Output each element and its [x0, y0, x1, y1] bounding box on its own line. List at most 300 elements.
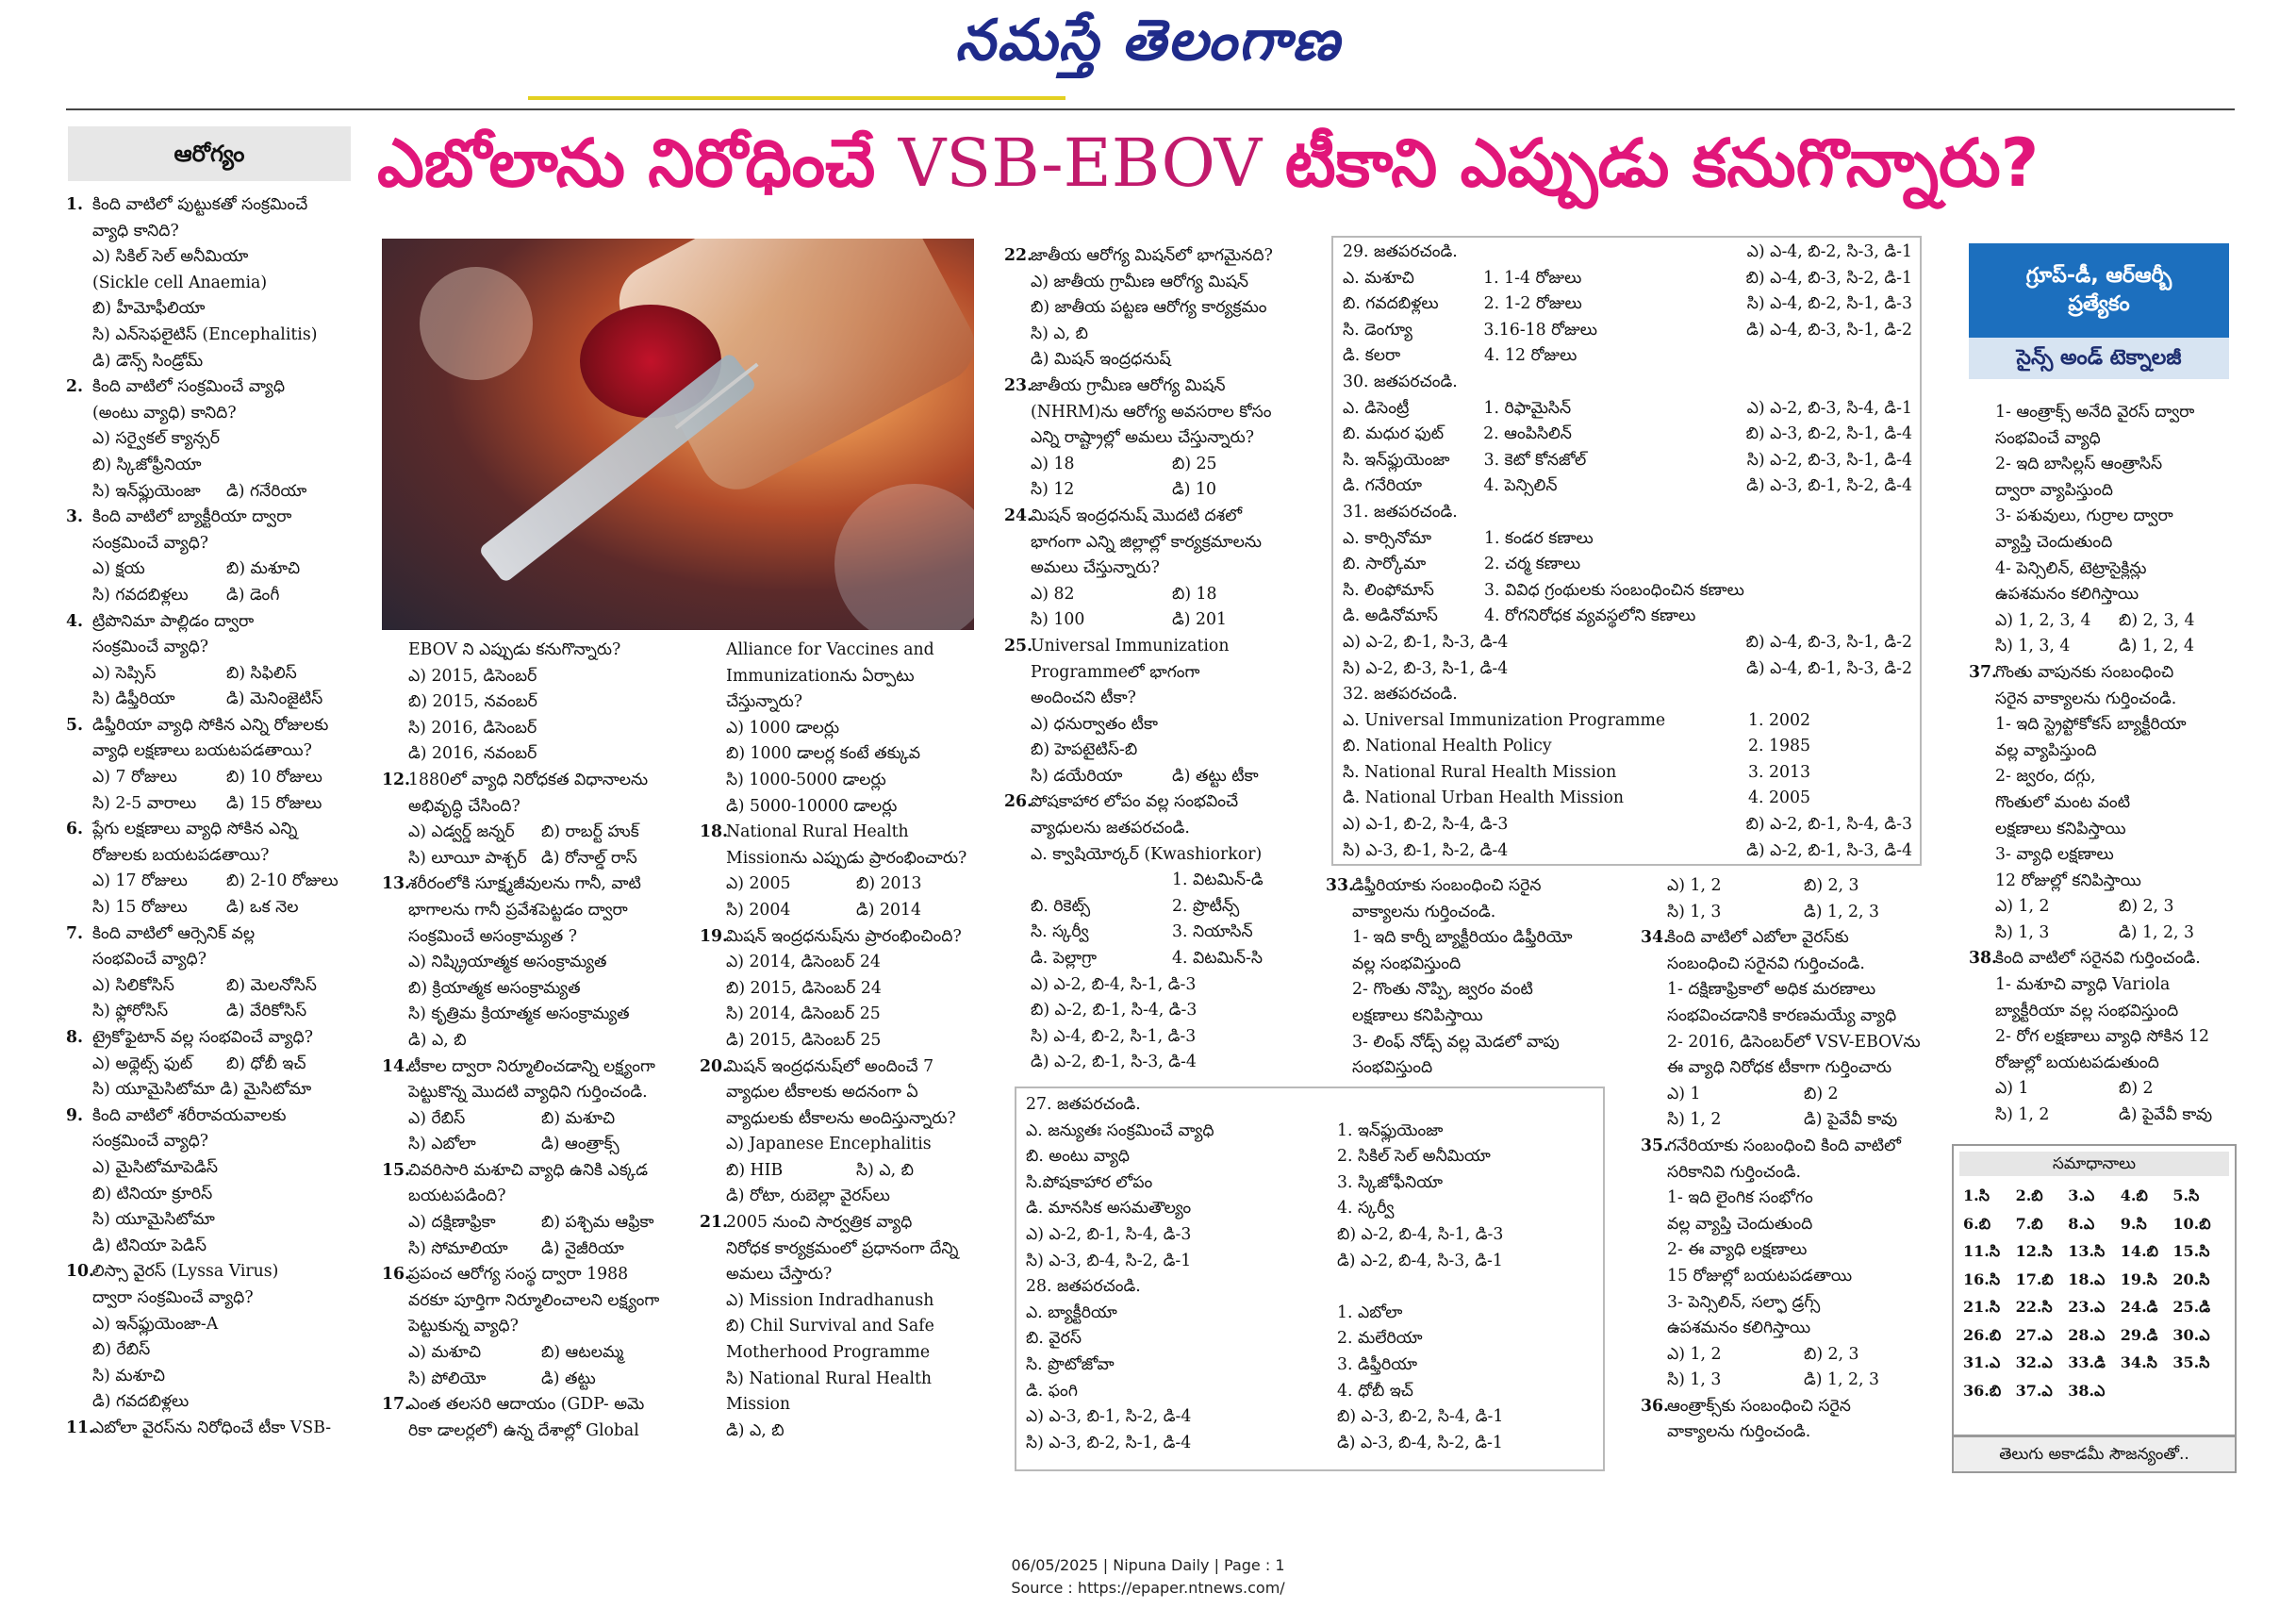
option-a: బి) HIB	[726, 1160, 784, 1180]
match-mid	[1484, 240, 1747, 266]
option-line: డి) ఎ, బి	[408, 1030, 467, 1050]
q27-28-content	[1026, 1092, 1595, 1456]
match-row	[1343, 708, 1912, 735]
option-pair	[382, 1236, 674, 1263]
option-pair	[66, 1052, 360, 1078]
option-pair	[1969, 1076, 2242, 1103]
option-b: 2. ప్రొటీన్స్	[1172, 896, 1240, 916]
match-left: ఎ) ఎ-1, బి-2, సి-4, డి-3	[1343, 815, 1509, 835]
option-line: డి) 5000-10000 డాలర్లు	[726, 796, 898, 816]
option-a: ఎ) 1	[1995, 1079, 2029, 1099]
question-number: 33.	[1326, 876, 1355, 895]
option-line: సి) 1000-5000 డాలర్లు	[726, 770, 886, 789]
option-pair	[382, 820, 674, 846]
answers-title: సమాధానాలు	[1959, 1152, 2229, 1176]
answer-item: 37.ఎ	[2015, 1381, 2053, 1400]
option-b: బి) 10 రోజులు	[226, 768, 322, 788]
question-line	[1004, 373, 1313, 400]
option-b: డి) 1, 2, 3	[2119, 922, 2194, 942]
option-line: ఉపశమనం కలిగిస్తాయి	[1667, 1319, 1811, 1338]
option-line: లక్షణాలు కనిపిస్తాయి	[1352, 1005, 1483, 1025]
option-line: సంబంధించి సరైనవి గుర్తించండి.	[1667, 954, 1865, 973]
option-line: డి) మిషన్ ఇంద్రధనుష్	[1031, 350, 1171, 370]
option-pair	[1004, 607, 1313, 634]
option-a: సి) లూయీ పాశ్చర్	[408, 848, 527, 868]
option-b: డి) ఆంత్రాక్స్	[541, 1135, 619, 1154]
option-a: సి) ఇన్‌ఫ్లుయెంజా	[92, 481, 201, 501]
match-row	[1343, 370, 1912, 396]
option-line: అమలు చేస్తారు?	[726, 1265, 833, 1285]
option-a: సి) 2004	[726, 900, 791, 920]
option-line: వాక్యాలను గుర్తించండి.	[1352, 902, 1496, 921]
option-line: సంభవిస్తుంది	[1352, 1058, 1433, 1078]
match-option: డి) ఎ-2, బి-1, సి-3, డి-4	[1746, 840, 1912, 860]
option-line: 3- పశువులు, గుర్రాల ద్వారా	[1995, 506, 2173, 526]
match-left: డి. ఫంగి	[1026, 1381, 1078, 1401]
match-row	[1026, 1196, 1595, 1222]
answer-item: 23.ఎ	[2068, 1298, 2106, 1316]
question-line	[66, 1103, 360, 1130]
option-a: ఎ) 7 రోజులు	[92, 768, 177, 788]
question-text: గొంతు వాపునకు సంబంధించి	[1995, 662, 2174, 682]
question-line	[382, 1054, 674, 1081]
option-line: 1- మశూచి వ్యాధి Variola	[1995, 975, 2171, 995]
option-pair	[1969, 1103, 2242, 1129]
option-b: డి) గనేరియా	[226, 481, 307, 501]
question-text: చివరిసారి మశూచి వ్యాధి ఉనికి ఎక్కడ	[408, 1160, 648, 1180]
option-line: ఎ) సర్వైకల్ క్యాన్సర్	[92, 429, 221, 449]
match-left: బి. మధుర ఫుట్	[1343, 424, 1445, 444]
match-mid: 3. వివిధ గ్రంథులకు సంబంధించిన కణాలు	[1484, 580, 1744, 600]
top-rule	[66, 108, 2235, 110]
option-line: సి) ఎన్‌సెఫలైటిస్ (Encephalitis)	[92, 324, 318, 344]
option-line: ఎ) ఎ-2, బి-4, సి-1, డి-3	[1031, 974, 1197, 994]
question-text: ట్రిపొనిమా పాల్లిడం ద్వారా	[92, 611, 255, 631]
match-left: సి. National Rural Health Mission	[1343, 762, 1617, 782]
option-a: సి) ఫ్లోరోసిస్	[92, 1002, 169, 1021]
option-line: ఎ) 2015, డిసెంబర్	[408, 666, 537, 686]
question-number: 38.	[1969, 949, 1998, 969]
option-b: డి) 15 రోజులు	[226, 793, 322, 813]
question-line	[382, 768, 674, 794]
option-line: 3- వ్యాధి లక్షణాలు	[1995, 845, 2114, 865]
q27-28-box	[1015, 1086, 1605, 1471]
match-row	[1026, 1379, 1595, 1405]
option-b: డి) పైవేవీ కావు	[2119, 1105, 2213, 1125]
option-pair	[700, 1158, 986, 1185]
option-b: డి) 10	[1172, 480, 1217, 500]
match-left: ఎ. బ్యాక్టీరియా	[1026, 1302, 1117, 1322]
question-number: 34.	[1641, 928, 1670, 948]
question-line	[1004, 634, 1313, 660]
headline-part-2: VSB-EBOV	[898, 124, 1263, 202]
option-pair	[382, 1132, 674, 1158]
option-pair	[66, 869, 360, 895]
option-line: భాగాలను గానీ ప్రవేశపెట్టడం ద్వారా	[408, 900, 628, 920]
question-number: 6.	[66, 820, 84, 839]
option-b: సి) ఎ, బి	[856, 1160, 914, 1180]
answer-item: 26.బి	[1963, 1325, 2002, 1344]
answer-item: 17.బి	[2015, 1269, 2054, 1288]
match-row	[1026, 1249, 1595, 1275]
match-right: 4. స్కర్వీ	[1337, 1199, 1395, 1219]
question-text: లిస్సా వైరస్ (Lyssa Virus)	[92, 1262, 279, 1282]
option-line: బి) 2015, నవంబర్	[408, 692, 537, 712]
option-a: ఎ) 1, 2	[1667, 876, 1722, 895]
option-b: డి) తట్టు టీకా	[1172, 766, 1259, 786]
option-pair	[66, 583, 360, 609]
answer-item: 13.సి	[2068, 1242, 2106, 1260]
option-a: సి) 1, 2	[1667, 1110, 1722, 1130]
option-line: Programmeలో భాగంగా	[1031, 662, 1200, 682]
answer-item: 9.సి	[2120, 1214, 2147, 1233]
option-line: సంక్రమించే వ్యాధి?	[92, 638, 209, 657]
question-line	[66, 374, 360, 401]
option-line: బి) క్రియాత్మక అసంక్రామ్యత	[408, 978, 581, 998]
option-a: ఎ) సిలికోసిస్	[92, 975, 174, 995]
question-line	[700, 820, 986, 846]
option-line: బి) హెపటైటిస్-బి	[1031, 740, 1138, 760]
option-b: బి) ధోబీ ఇచ్	[226, 1053, 306, 1073]
question-line	[1004, 243, 1313, 270]
column-2	[382, 638, 674, 1444]
option-line: ఎ) ఇన్‌ఫ్లుయెంజా-A	[92, 1314, 219, 1334]
option-line: ఈ వ్యాధి నిరోధక టీకాగా గుర్తించారు	[1667, 1058, 1892, 1078]
option-line: సంభవించడానికి కారణమయ్యే వ్యాధి	[1667, 1005, 1897, 1025]
answer-item: 15.సి	[2172, 1242, 2210, 1260]
answer-item: 32.ఎ	[2015, 1353, 2053, 1371]
option-a: సి) 12	[1031, 480, 1075, 500]
match-option: డి) ఎ-4, బి-3, సి-1, డి-2	[1746, 320, 1912, 340]
match-right: 2. మలేరియా	[1337, 1329, 1423, 1349]
question-text: National Rural Health	[726, 822, 909, 842]
option-line: సి) 2014, డిసెంబర్ 25	[726, 1004, 881, 1024]
option-a: ఎ) 18	[1031, 454, 1075, 473]
option-b: బి) 2, 3, 4	[2119, 610, 2195, 630]
match-right: 1. ఎబోలా	[1337, 1302, 1403, 1322]
question-line	[1969, 946, 2242, 972]
option-a: సి) 1, 3	[1667, 902, 1722, 921]
option-a: సి) 1, 3, 4	[1995, 637, 2071, 656]
option-a: ఎ) దక్షిణాఫ్రికా	[408, 1213, 496, 1233]
answer-item: 36.బి	[1963, 1381, 2002, 1400]
match-option: సి) ఎ-4, బి-2, సి-1, డి-3	[1746, 294, 1912, 314]
option-line: వాక్యాలను గుర్తించండి.	[1667, 1422, 1811, 1442]
footer-source: Source : https://epaper.ntnews.com/	[1011, 1579, 1285, 1597]
match-left: సి) ఎ-3, బి-2, సి-1, డి-4	[1026, 1433, 1192, 1452]
match-left: ఎ. Universal Immunization Programme	[1343, 710, 1666, 730]
option-line: సంక్రమించే వ్యాధి?	[92, 1132, 209, 1152]
match-option: 4. 2005	[1748, 788, 1810, 808]
option-pair	[66, 791, 360, 818]
question-text: కింది వాటిలో బ్యాక్టీరియా ద్వారా	[92, 507, 292, 527]
match-option: బి) ఎ-3, బి-2, సి-1, డి-4	[1745, 424, 1912, 444]
option-line: వ్యాధుల టీకాలకు అదనంగా ఏ	[726, 1083, 918, 1103]
match-option: బి) ఎ-2, బి-1, సి-4, డి-3	[1745, 815, 1912, 835]
option-pair	[1641, 1368, 1941, 1394]
question-text: ఎబోలా వైరస్‌ను నిరోధించే టీకా VSB-	[92, 1418, 332, 1437]
match-left: సి) ఎ-3, బి-4, సి-2, డి-1	[1026, 1251, 1192, 1270]
question-text: మిషన్ ఇంద్రధనుష్‌ను ప్రారంభించింది?	[726, 926, 962, 946]
match-left: డి. కలరా	[1343, 346, 1401, 366]
option-b: 1. విటమిన్-డి	[1172, 871, 1264, 890]
option-a: సి) 1, 2	[1995, 1105, 2050, 1125]
answer-item: 27.ఎ	[2015, 1325, 2053, 1344]
match-mid: 1. కండర కణాలు	[1484, 528, 1594, 548]
match-row	[1343, 656, 1912, 683]
option-line: Motherhood Programme	[726, 1343, 931, 1363]
option-line: పెట్టుకున్న వ్యాధి?	[408, 1317, 519, 1336]
option-line: నిరోధక కార్యక్రమంలో ప్రధానంగా దేన్ని	[726, 1238, 959, 1258]
option-pair	[1004, 452, 1313, 478]
match-row	[1343, 266, 1912, 292]
answer-item: 24.డి	[2120, 1298, 2158, 1316]
question-text: డిఫ్తీరియా వ్యాధి సోకిన ఎన్ని రోజులకు	[92, 715, 329, 735]
option-a: సి) ఎబోలా	[408, 1135, 476, 1154]
match-right: డి) ఎ-3, బి-4, సి-2, డి-1	[1337, 1433, 1503, 1452]
option-line: వ్యాధులకు టీకాలను అందిస్తున్నారు?	[726, 1108, 956, 1128]
option-b: బి) 2-10 రోజులు	[226, 871, 339, 891]
answer-item: 1.సి	[1963, 1186, 1990, 1204]
question-line	[66, 192, 360, 219]
option-a: సి) 100	[1031, 610, 1085, 630]
option-a: సి) 1, 3	[1667, 1370, 1722, 1390]
answer-item: 31.ఎ	[1963, 1353, 2001, 1371]
masthead-logo: నమస్తే తెలంగాణ	[954, 8, 1342, 74]
option-line: రోజులకు బయటపడతాయి?	[92, 845, 270, 865]
column-q33	[1326, 873, 1626, 1082]
match-right: 4. ధోబీ ఇచ్	[1337, 1381, 1413, 1401]
footer-date: 06/05/2025 | Nipuna Daily | Page : 1	[1011, 1556, 1285, 1574]
match-right: 3. స్కిజోఫీనియా	[1337, 1172, 1443, 1192]
question-number: 22.	[1004, 246, 1033, 265]
option-line: సి) కృత్రిమ క్రియాత్మక అసంక్రామ్యత	[408, 1004, 630, 1024]
option-line: సంభవించే వ్యాధి?	[92, 950, 207, 970]
question-text: ప్లేగు లక్షణాలు వ్యాధి సోకిన ఎన్ని	[92, 820, 298, 839]
option-line: సి) ఎ, బి	[1031, 323, 1088, 343]
match-row	[1343, 604, 1912, 630]
match-mid: 2. 1-2 రోజులు	[1483, 294, 1582, 314]
question-line	[66, 1025, 360, 1052]
option-line: ఎ) నిష్క్రియాత్మక అసంక్రామ్యత	[408, 953, 607, 972]
question-number: 9.	[66, 1105, 84, 1125]
option-a: ఎ) సెప్సిస్	[92, 663, 157, 683]
option-line: చేస్తున్నారు?	[726, 692, 803, 712]
option-line: గొంతులో మంట వంటి	[1995, 792, 2131, 812]
option-line: రోజుల్లో బయటపడుతుంది	[1995, 1053, 2159, 1072]
question-line	[1004, 504, 1313, 530]
option-line: డి) 2016, నవంబర్	[408, 744, 537, 764]
match-row	[1343, 422, 1912, 448]
match-row	[1026, 1170, 1595, 1197]
match-option: బి) ఎ-4, బి-3, సి-1, డి-2	[1745, 632, 1912, 652]
match-row	[1026, 1352, 1595, 1379]
option-pair	[700, 898, 986, 924]
answers-grid	[1954, 1182, 2235, 1404]
question-text: ఎంత తలసరి ఆదాయం (GDP- అమె	[408, 1395, 645, 1415]
option-line: 2- 2016, డిసెంబర్‌లో VSV-EBOVను	[1667, 1032, 1921, 1052]
option-line: (Sickle cell Anaemia)	[92, 273, 268, 292]
option-line: ఎ) Japanese Encephalitis	[726, 1135, 932, 1154]
match-row	[1026, 1092, 1595, 1119]
match-left: 28. జతపరచండి.	[1026, 1277, 1141, 1297]
option-line: డి) ఎ-2, బి-1, సి-3, డి-4	[1031, 1053, 1197, 1072]
question-line	[1969, 660, 2242, 687]
option-line: EBOV ని ఎప్పుడు కనుగొన్నారు?	[408, 640, 621, 659]
q29-32-box	[1331, 236, 1922, 866]
question-number: 17.	[382, 1395, 411, 1415]
option-line: వల్ల వ్యాప్తి చెందుతుంది	[1667, 1214, 1813, 1234]
option-a: ఎ) అథ్లెట్స్ ఫుట్	[92, 1053, 193, 1073]
column-1	[66, 192, 360, 1442]
match-mid	[1484, 682, 1748, 708]
option-pair	[66, 661, 360, 688]
question-text: జాతీయ ఆరోగ్య మిషన్‌లో భాగమైనది?	[1031, 246, 1273, 265]
answer-item: 6.బి	[1963, 1214, 1991, 1233]
option-pair	[1641, 873, 1941, 900]
match-row	[1026, 1431, 1595, 1457]
option-b: డి) 1, 2, 3	[1804, 1370, 1879, 1390]
option-a: సి. స్కర్వీ	[1031, 922, 1089, 942]
question-line	[700, 1054, 986, 1081]
option-b: డి) 201	[1172, 610, 1228, 630]
option-pair	[1641, 900, 1941, 926]
match-row	[1343, 500, 1912, 526]
match-left: 32. జతపరచండి.	[1343, 685, 1458, 705]
match-row	[1026, 1404, 1595, 1431]
option-a	[1031, 868, 1172, 894]
answer-item: 5.సి	[2172, 1186, 2200, 1204]
option-a: సి) డయేరియా	[1031, 766, 1123, 786]
option-line: 2- జ్వరం, దగ్గు,	[1995, 767, 2096, 787]
option-pair	[382, 1106, 674, 1133]
answer-item: 38.ఎ	[2068, 1381, 2106, 1400]
match-left: 29. జతపరచండి.	[1343, 242, 1458, 261]
option-a: ఎ) మశూచి	[408, 1343, 482, 1363]
section-tag: ఆరోగ్యం	[68, 126, 351, 181]
option-a: సి) సోమాలియా	[408, 1238, 508, 1258]
q29-32-content	[1343, 240, 1912, 864]
match-left: డి. మానసిక అసమతౌల్యం	[1026, 1199, 1192, 1219]
answer-item: 16.సి	[1963, 1269, 2001, 1288]
option-b: బి) 2	[1804, 1084, 1839, 1103]
question-text: మిషన్ ఇంద్రధనుష్ మొదటి దశలో	[1031, 506, 1243, 525]
option-b: డి) మెనింజైటిస్	[226, 689, 323, 709]
option-line: ఎ) Mission Indradhanush	[726, 1290, 934, 1310]
question-number: 25.	[1004, 636, 1033, 655]
option-pair	[1969, 894, 2242, 921]
headline	[377, 121, 2244, 206]
option-pair	[382, 1210, 674, 1236]
option-line: డి) గవదబిళ్లలు	[92, 1392, 190, 1412]
question-text: కింది వాటిలో ఎబోలా వైరస్‌కు	[1667, 928, 1849, 948]
question-text: మిషన్ ఇంద్రధనుష్‌లో అందించే 7	[726, 1056, 934, 1076]
match-row	[1343, 734, 1912, 760]
option-b: డి) 2014	[856, 900, 922, 920]
option-line: డి) టినియా పెడిస్	[92, 1236, 206, 1255]
answer-item: 10.బి	[2172, 1214, 2211, 1233]
match-left: సి. డెంగ్యూ	[1343, 320, 1412, 340]
question-line	[382, 1392, 674, 1418]
match-row	[1343, 630, 1912, 656]
answer-item: 8.ఎ	[2068, 1214, 2095, 1233]
option-line: ఎ. క్వాషియోర్కర్ (Kwashiorkor)	[1031, 844, 1263, 864]
option-line: ఎ) మైసిటోమాపెడిస్	[92, 1157, 219, 1177]
option-b: బి) 2, 3	[2119, 897, 2174, 917]
option-a: ఎ) ఎడ్వర్డ్ జన్నర్	[408, 822, 515, 842]
question-text: గనేరియాకు సంబంధించి కింది వాటిలో	[1667, 1136, 1901, 1155]
question-number: 12.	[382, 770, 411, 789]
option-line: డి) 2015, డిసెంబర్ 25	[726, 1030, 882, 1050]
option-a: బి. రికెట్స్	[1031, 896, 1091, 916]
option-pair	[1004, 920, 1313, 946]
question-text: జాతీయ గ్రామీణ ఆరోగ్య మిషన్	[1031, 375, 1226, 395]
match-left: డి. National Urban Health Mission	[1343, 788, 1625, 808]
match-left: ఎ) ఎ-2, బి-1, సి-3, డి-4	[1343, 632, 1509, 652]
option-line: సంక్రమించే వ్యాధి?	[92, 533, 209, 553]
question-text: కింది వాటిలో సరైనవి గుర్తించండి.	[1995, 949, 2201, 969]
option-line: 1- ఇది కార్నీ బ్యాక్టీరియం డిఫ్తీరియో	[1352, 928, 1573, 948]
question-text: Universal Immunization	[1031, 636, 1230, 655]
option-pair	[66, 999, 360, 1025]
option-b: డి) 1, 2, 4	[2119, 637, 2194, 656]
answer-item: 7.బి	[2015, 1214, 2043, 1233]
match-row	[1026, 1274, 1595, 1301]
option-pair	[382, 1367, 674, 1393]
question-text: 2005 నుంచి సార్వత్రిక వ్యాధి	[726, 1213, 913, 1233]
column-3	[700, 638, 986, 1444]
match-left: బి. సార్కోమా	[1343, 555, 1427, 574]
question-number: 35.	[1641, 1136, 1670, 1155]
match-left: సి) ఎ-2, బి-3, సి-1, డి-4	[1343, 658, 1509, 678]
match-row	[1343, 448, 1912, 474]
question-text: ట్రైకోఫైటాన్ వల్ల సంభవించే వ్యాధి?	[92, 1028, 314, 1047]
option-line: సి) మశూచి	[92, 1366, 165, 1385]
option-pair	[1641, 1107, 1941, 1134]
question-number: 11.	[66, 1418, 95, 1437]
question-line	[66, 1259, 360, 1286]
option-line: అందించని టీకా?	[1031, 688, 1136, 708]
question-line	[382, 1262, 674, 1288]
option-line: 3- పెన్సిలిన్, సల్ఫా డ్రగ్స్	[1667, 1292, 1821, 1312]
option-line: 1- ఇది లైంగిక సంభోగం	[1667, 1188, 1813, 1208]
match-option: 2. 1985	[1748, 737, 1810, 756]
option-line: 12 రోజుల్లో కనిపిస్తాయి	[1995, 871, 2141, 890]
option-line: (NHRM)ను ఆరోగ్య అవసరాల కోసం	[1031, 402, 1272, 422]
option-pair	[1641, 1082, 1941, 1108]
option-line: 1- ఆంత్రాక్స్ అనేది వైరస్ ద్వారా	[1995, 403, 2195, 422]
match-row	[1343, 552, 1912, 578]
question-line	[66, 713, 360, 739]
match-row	[1343, 786, 1912, 812]
match-left: సి. ఇన్‌ఫ్లుయెంజా	[1343, 450, 1450, 470]
question-number: 3.	[66, 507, 84, 527]
match-left: ఎ) ఎ-3, బి-1, సి-2, డి-4	[1026, 1407, 1192, 1427]
question-number: 37.	[1969, 662, 1998, 682]
option-b: డి) వేరికోసిస్	[226, 1002, 307, 1021]
option-b: డి) డెంగీ	[226, 585, 280, 605]
option-line: ద్వారా వ్యాపిస్తుంది	[1995, 480, 2113, 500]
option-line: సి) యూమైసిటోమా డి) మైసిటోమా	[92, 1080, 312, 1100]
option-line: (అంటు వ్యాధి) కానిది?	[92, 403, 237, 423]
option-b: 4. విటమిన్-సి	[1172, 949, 1263, 969]
option-b: బి) 2	[2119, 1079, 2154, 1099]
option-b: బి) 2, 3	[1804, 1344, 1859, 1364]
option-line: భాగంగా ఎన్ని జిల్లాల్లో కార్యక్రమాలను	[1031, 532, 1262, 552]
match-right: బి) ఎ-2, బి-4, సి-1, డి-3	[1337, 1224, 1504, 1244]
headline-part-1: ఎబోలాను నిరోధించే	[377, 124, 899, 202]
answer-item: 28.ఎ	[2068, 1325, 2106, 1344]
